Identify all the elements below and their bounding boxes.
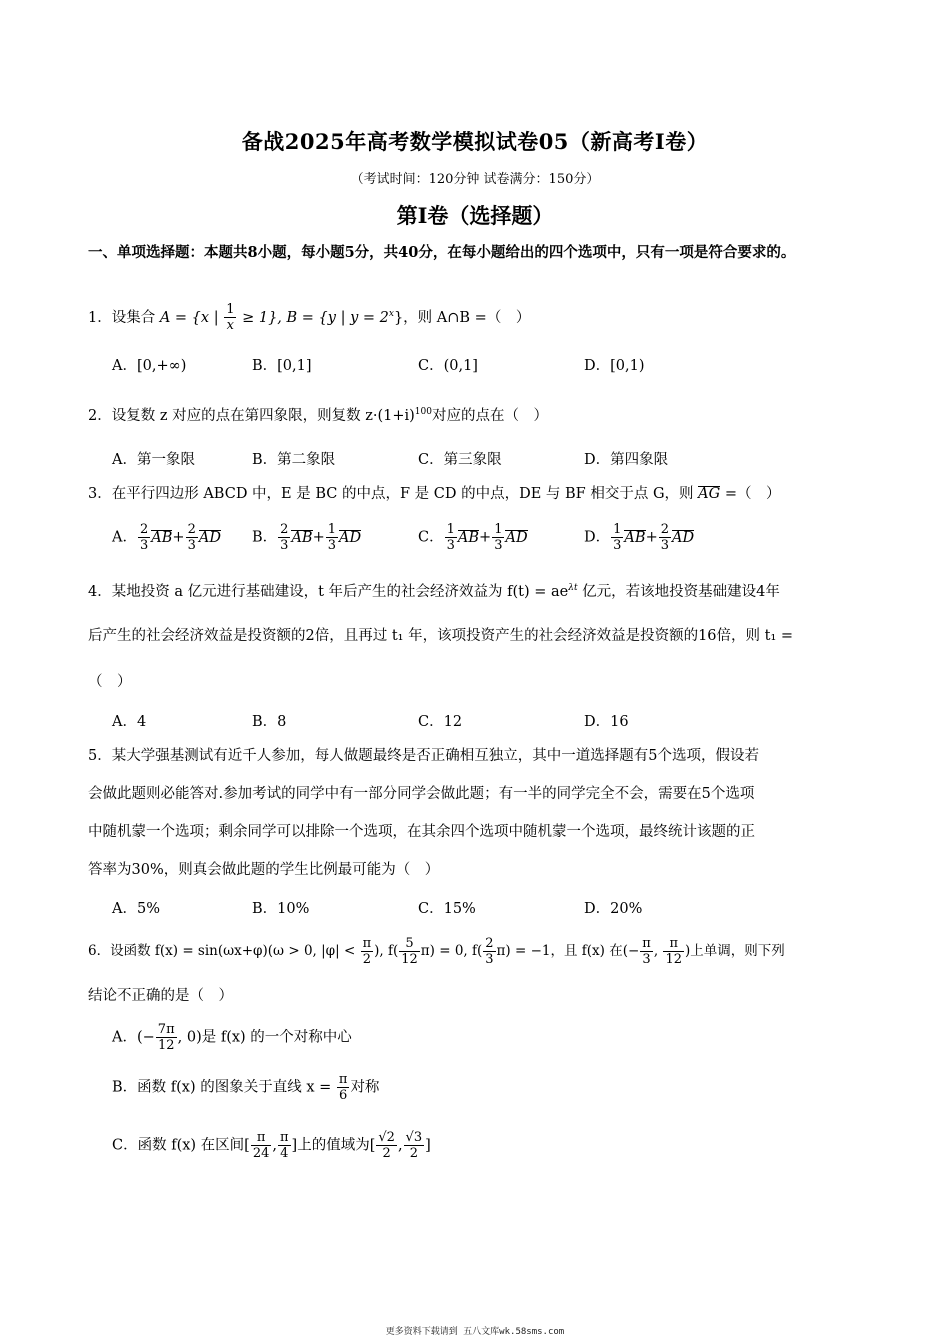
- page-footer: 更多资料下载请到 五八文库wk.58sms.com: [385, 1327, 565, 1337]
- option-b: B．[0,1]: [252, 358, 312, 374]
- option-d: D．16: [584, 714, 629, 730]
- option-b: B．第二象限: [252, 452, 336, 468]
- question-5-line-1: 5．某大学强基测试有近千人参加，每人做题最终是否正确相互独立，其中一道选择题有5个选项，假设若: [88, 748, 759, 764]
- option-c: C．15%: [418, 901, 476, 917]
- option-b: B． $\frac{2}{3}$ AB+ $\frac{1}{3}$ AD: [252, 522, 362, 553]
- exam-info: （考试时间：120分钟 试卷满分：150分）: [350, 172, 600, 187]
- option-c: C．(0,1]: [418, 358, 478, 374]
- question-1: 1．设集合 A = {x | $\frac{1}{x}$ ≥ 1}, B = {y | $y = 2^x$}，则 A∩B =（ ）: [88, 302, 531, 334]
- option-a: A．5%: [112, 901, 160, 917]
- question-5-line-4: 答率为30%，则真会做此题的学生比例最可能为（ ）: [88, 862, 440, 878]
- option-d: D．第四象限: [584, 452, 669, 468]
- option-c: C． $\frac{1}{3}$ AB+ $\frac{1}{3}$ AD: [418, 522, 528, 553]
- question-2-options: [112, 448, 872, 476]
- part1-heading: 一、单项选择题：本题共8小题，每小题5分，共40分，在每小题给出的四个选项中，只有一项是符合要求的。: [88, 244, 796, 261]
- option-a: A． $\frac{2}{3}$ AB+ $\frac{2}{3}$ AD: [112, 522, 221, 553]
- option-d: D．[0,1): [584, 358, 645, 374]
- option-a: A．[0,+∞): [112, 358, 187, 374]
- option-b: B．10%: [252, 901, 310, 917]
- question-4-line-2: 后产生的社会经济效益是投资额的2倍，且再过 t₁ 年，该项投资产生的社会经济效益是投资额的16倍，则 t₁ =: [88, 628, 794, 644]
- section-title: 第Ⅰ卷（选择题）: [396, 203, 554, 228]
- question-2: 2．设复数 z 对应的点在第四象限，则复数 $z\cdot(1+i)^{100}$对应的点在（ ）: [88, 407, 548, 424]
- question-6-option-c: C．函数 f(x) 在区间[ $\frac{\pi}{24}$ , $\frac{\pi}{4}$ ]上的值域为[ $\frac{√2}{2}$ , $\frac{√3}{2}$ ]: [112, 1130, 431, 1161]
- question-1-options: [112, 354, 872, 382]
- option-a: A．4: [112, 714, 147, 730]
- question-6-option-b: B．函数 f(x) 的图象关于直线 x = $\frac{\pi}{6}$ 对称: [112, 1072, 380, 1103]
- question-3-options: [112, 522, 872, 558]
- option-d: D．20%: [584, 901, 643, 917]
- page-title: 备战2025年高考数学模拟试卷05（新高考Ⅰ卷）: [241, 129, 709, 154]
- option-c: C．第三象限: [418, 452, 502, 468]
- option-b: B．8: [252, 714, 287, 730]
- question-4-line-1: 4．某地投资 a 亿元进行基础建设，t 年后产生的社会经济效益为 $f(t) = ae^{\lambda t}$ 亿元，若该地投资基础建设4年: [88, 583, 780, 600]
- option-a: A．第一象限: [112, 452, 195, 468]
- question-5-options: [112, 897, 872, 925]
- question-6-line-2: 结论不正确的是（ ）: [88, 988, 233, 1004]
- option-d: D． $\frac{1}{3}$ AB+ $\frac{2}{3}$ AD: [584, 522, 695, 553]
- question-5-line-2: 会做此题则必能答对.参加考试的同学中有一部分同学会做此题；有一半的同学完全不会，需要在5个选项: [88, 786, 755, 802]
- question-4-options: [112, 710, 872, 738]
- question-6-line-1: 6．设函数 f(x) = sin(ωx+φ)(ω > 0, |φ| < $\frac{\pi}{2}$ ), f( $\frac{5}{12}$ π) = 0, f( $\frac{2}{3}$ π) = −1，且 f(x) 在(− $\frac{\pi}{3}$ , $\frac{\pi}{12}$ )上单调，则下列: [88, 936, 785, 967]
- question-5-line-3: 中随机蒙一个选项；剩余同学可以排除一个选项，在其余四个选项中随机蒙一个选项，最终统计该题的正: [88, 824, 755, 840]
- fraction: $\frac{1}{x}$: [226, 302, 235, 334]
- option-c: C．12: [418, 714, 463, 730]
- question-4-line-3: （ ）: [88, 674, 132, 690]
- question-3: 3．在平行四边形 ABCD 中，E 是 BC 的中点，F 是 CD 的中点，DE 与 BF 相交于点 G，则 AG =（ ）: [88, 486, 781, 502]
- question-6-option-a: A．(− $\frac{7\pi}{12}$ , 0)是 f(x) 的一个对称中心: [112, 1022, 352, 1053]
